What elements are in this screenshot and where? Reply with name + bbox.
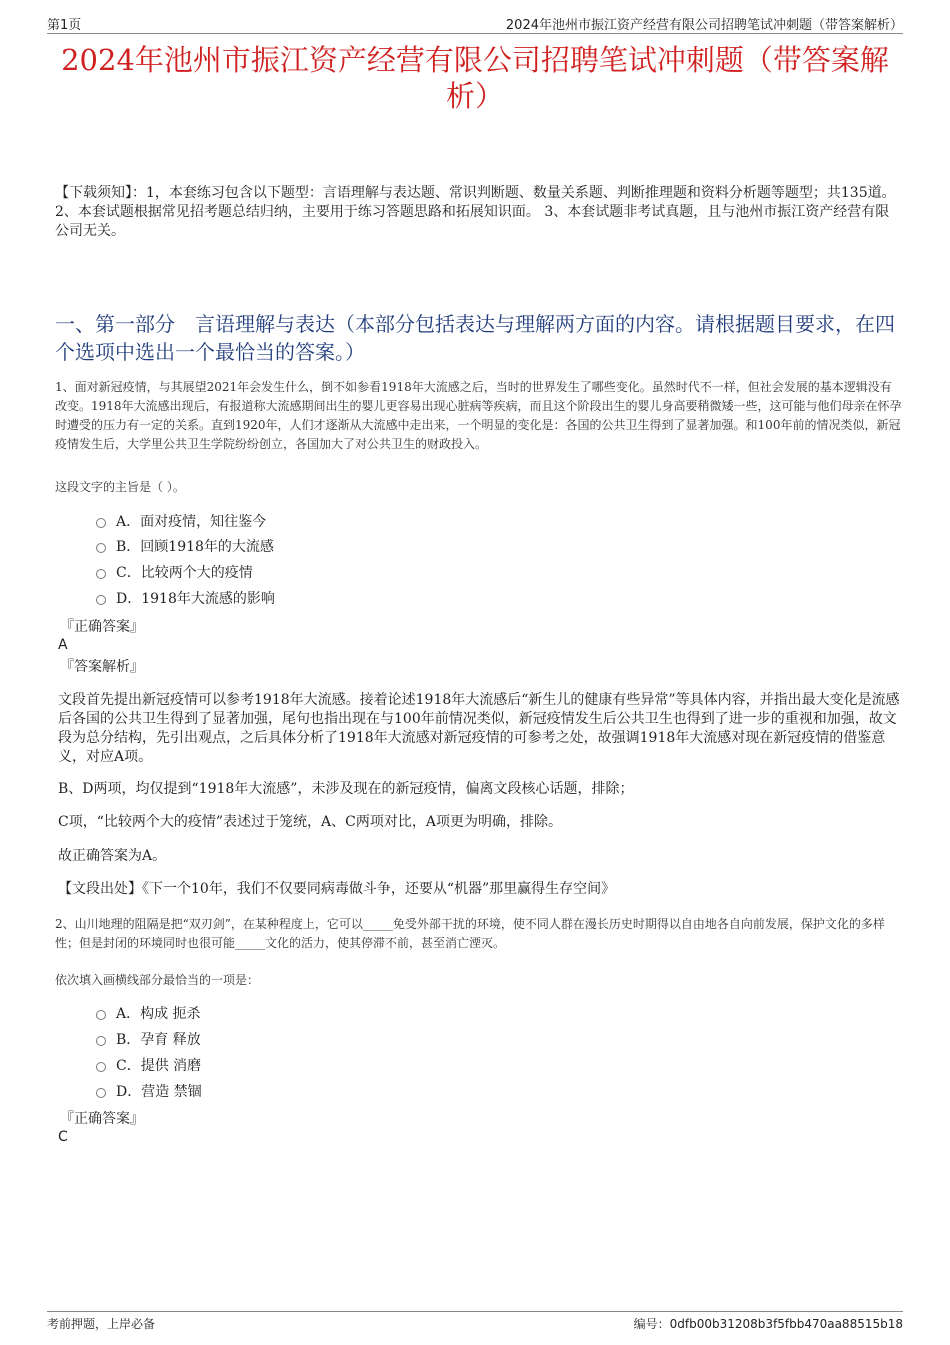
footer-slogan: 考前押题，上岸必备 xyxy=(47,1317,156,1331)
q2-answer: C xyxy=(58,1129,68,1145)
page-footer xyxy=(47,1311,903,1332)
q1-analysis-para: 文段首先提出新冠疫情可以参考1918年大流感。接着论述1918年大流感后“新生儿的健康有些异常”等具体内容，并指出最大变化是流感后各国的公共卫生得到了显著加强，尾句也指出现在与100年前情况类似，新冠疫情发生后公共卫生也得到了进一步的重视和加强，故文段为总分结构，先引出观点，之后具体分析了1918年大流感对新冠疫情的可参考之处，故强调1918年大流感对现在新冠疫情的借鉴意义，对应A项。 xyxy=(58,692,900,765)
radio-icon[interactable] xyxy=(96,1088,106,1098)
download-notice: 【下载须知】：1，本套练习包含以下题型：言语理解与表达题、常识判断题、数量关系题、判断推理题和资料分析题等题型；共135道。 2、本套试题根据常见招考题总结归纳，主要用于练习答题思路和拓展知识面。 3、本套试题非考试真题，且与池州市振江资产经营有限公司无关。 xyxy=(55,185,896,239)
q1-analysis-para: C项，“比较两个大的疫情”表述过于笼统，A、C两项对比，A项更为明确，排除。 xyxy=(58,814,562,830)
radio-icon[interactable] xyxy=(96,543,106,553)
q1-answer: A xyxy=(58,637,68,653)
q1-analysis-para: B、D两项，均仅提到“1918年大流感”，未涉及现在的新冠疫情，偏离文段核心话题，排除； xyxy=(58,781,634,797)
q1-analysis-label: 『答案解析』 xyxy=(60,659,144,675)
q2-option-a[interactable]: A．构成 扼杀 xyxy=(96,1004,201,1024)
q2-answer-label: 『正确答案』 xyxy=(60,1111,144,1127)
radio-icon[interactable] xyxy=(96,1062,106,1072)
question-1-text: 1、面对新冠疫情，与其展望2021年会发生什么，倒不如参看1918年大流感之后，当时的世界发生了哪些变化。虽然时代不一样，但社会发展的基本逻辑没有改变。1918年大流感出现后，有报道称大流感期间出生的婴儿更容易出现心脏病等疾病，而且这个阶段出生的婴儿身高要稍微矮一些，这可能与他们母亲在怀孕时遭受的压力有一定的关系。直到1920年，人们才逐渐从大流感中走出来，一个明显的变化是：各国的公共卫生得到了显著加强。和100年前的情况类似，新冠疫情发生后，大学里公共卫生学院纷纷创立，各国加大了对公共卫生的财政投入。 xyxy=(55,380,902,451)
document-title: 2024年池州市振江资产经营有限公司招聘笔试冲刺题（带答案解析） xyxy=(61,43,889,113)
q1-option-b[interactable]: B．回顾1918年的大流感 xyxy=(96,537,274,557)
q1-source: 【文段出处】《下一个10年，我们不仅要同病毒做斗争，还要从“机器”那里赢得生存空间》 xyxy=(58,881,616,897)
q1-option-a[interactable]: A．面对疫情，知往鉴今 xyxy=(96,512,266,532)
question-2-text: 2、山川地理的阻隔是把“双刃剑”，在某种程度上，它可以_____免受外部干扰的环境，使不同人群在漫长历史时期得以自由地各自向前发展，保护文化的多样性；但是封闭的环境同时也很可能_____文化的活力，使其停滞不前，甚至消亡湮灭。 xyxy=(55,917,885,950)
q2-option-c[interactable]: C．提供 消磨 xyxy=(96,1056,201,1076)
radio-icon[interactable] xyxy=(96,569,106,579)
q1-option-c[interactable]: C．比较两个大的疫情 xyxy=(96,563,253,583)
q2-option-b[interactable]: B．孕育 释放 xyxy=(96,1030,201,1050)
footer-id: 编号：0dfb00b31208b3f5fbb470aa88515b18 xyxy=(633,1317,903,1331)
question-2-stem: 依次填入画横线部分最恰当的一项是： xyxy=(55,973,260,987)
q1-answer-label: 『正确答案』 xyxy=(60,619,144,635)
radio-icon[interactable] xyxy=(96,1010,106,1020)
q2-option-d[interactable]: D．营造 禁锢 xyxy=(96,1082,202,1102)
page-header xyxy=(47,14,903,34)
q1-analysis-para: 故正确答案为A。 xyxy=(58,848,167,864)
radio-icon[interactable] xyxy=(96,1036,106,1046)
q1-option-d[interactable]: D．1918年大流感的影响 xyxy=(96,589,275,609)
page-number: 第1页 xyxy=(47,18,82,33)
radio-icon[interactable] xyxy=(96,518,106,528)
section-title: 一、第一部分 言语理解与表达（本部分包括表达与理解两方面的内容。请根据题目要求，在四个选项中选出一个最恰当的答案。） xyxy=(55,312,895,364)
header-doc-title: 2024年池州市振江资产经营有限公司招聘笔试冲刺题（带答案解析） xyxy=(505,18,903,33)
question-1-stem: 这段文字的主旨是（ ）。 xyxy=(55,480,185,494)
radio-icon[interactable] xyxy=(96,595,106,605)
